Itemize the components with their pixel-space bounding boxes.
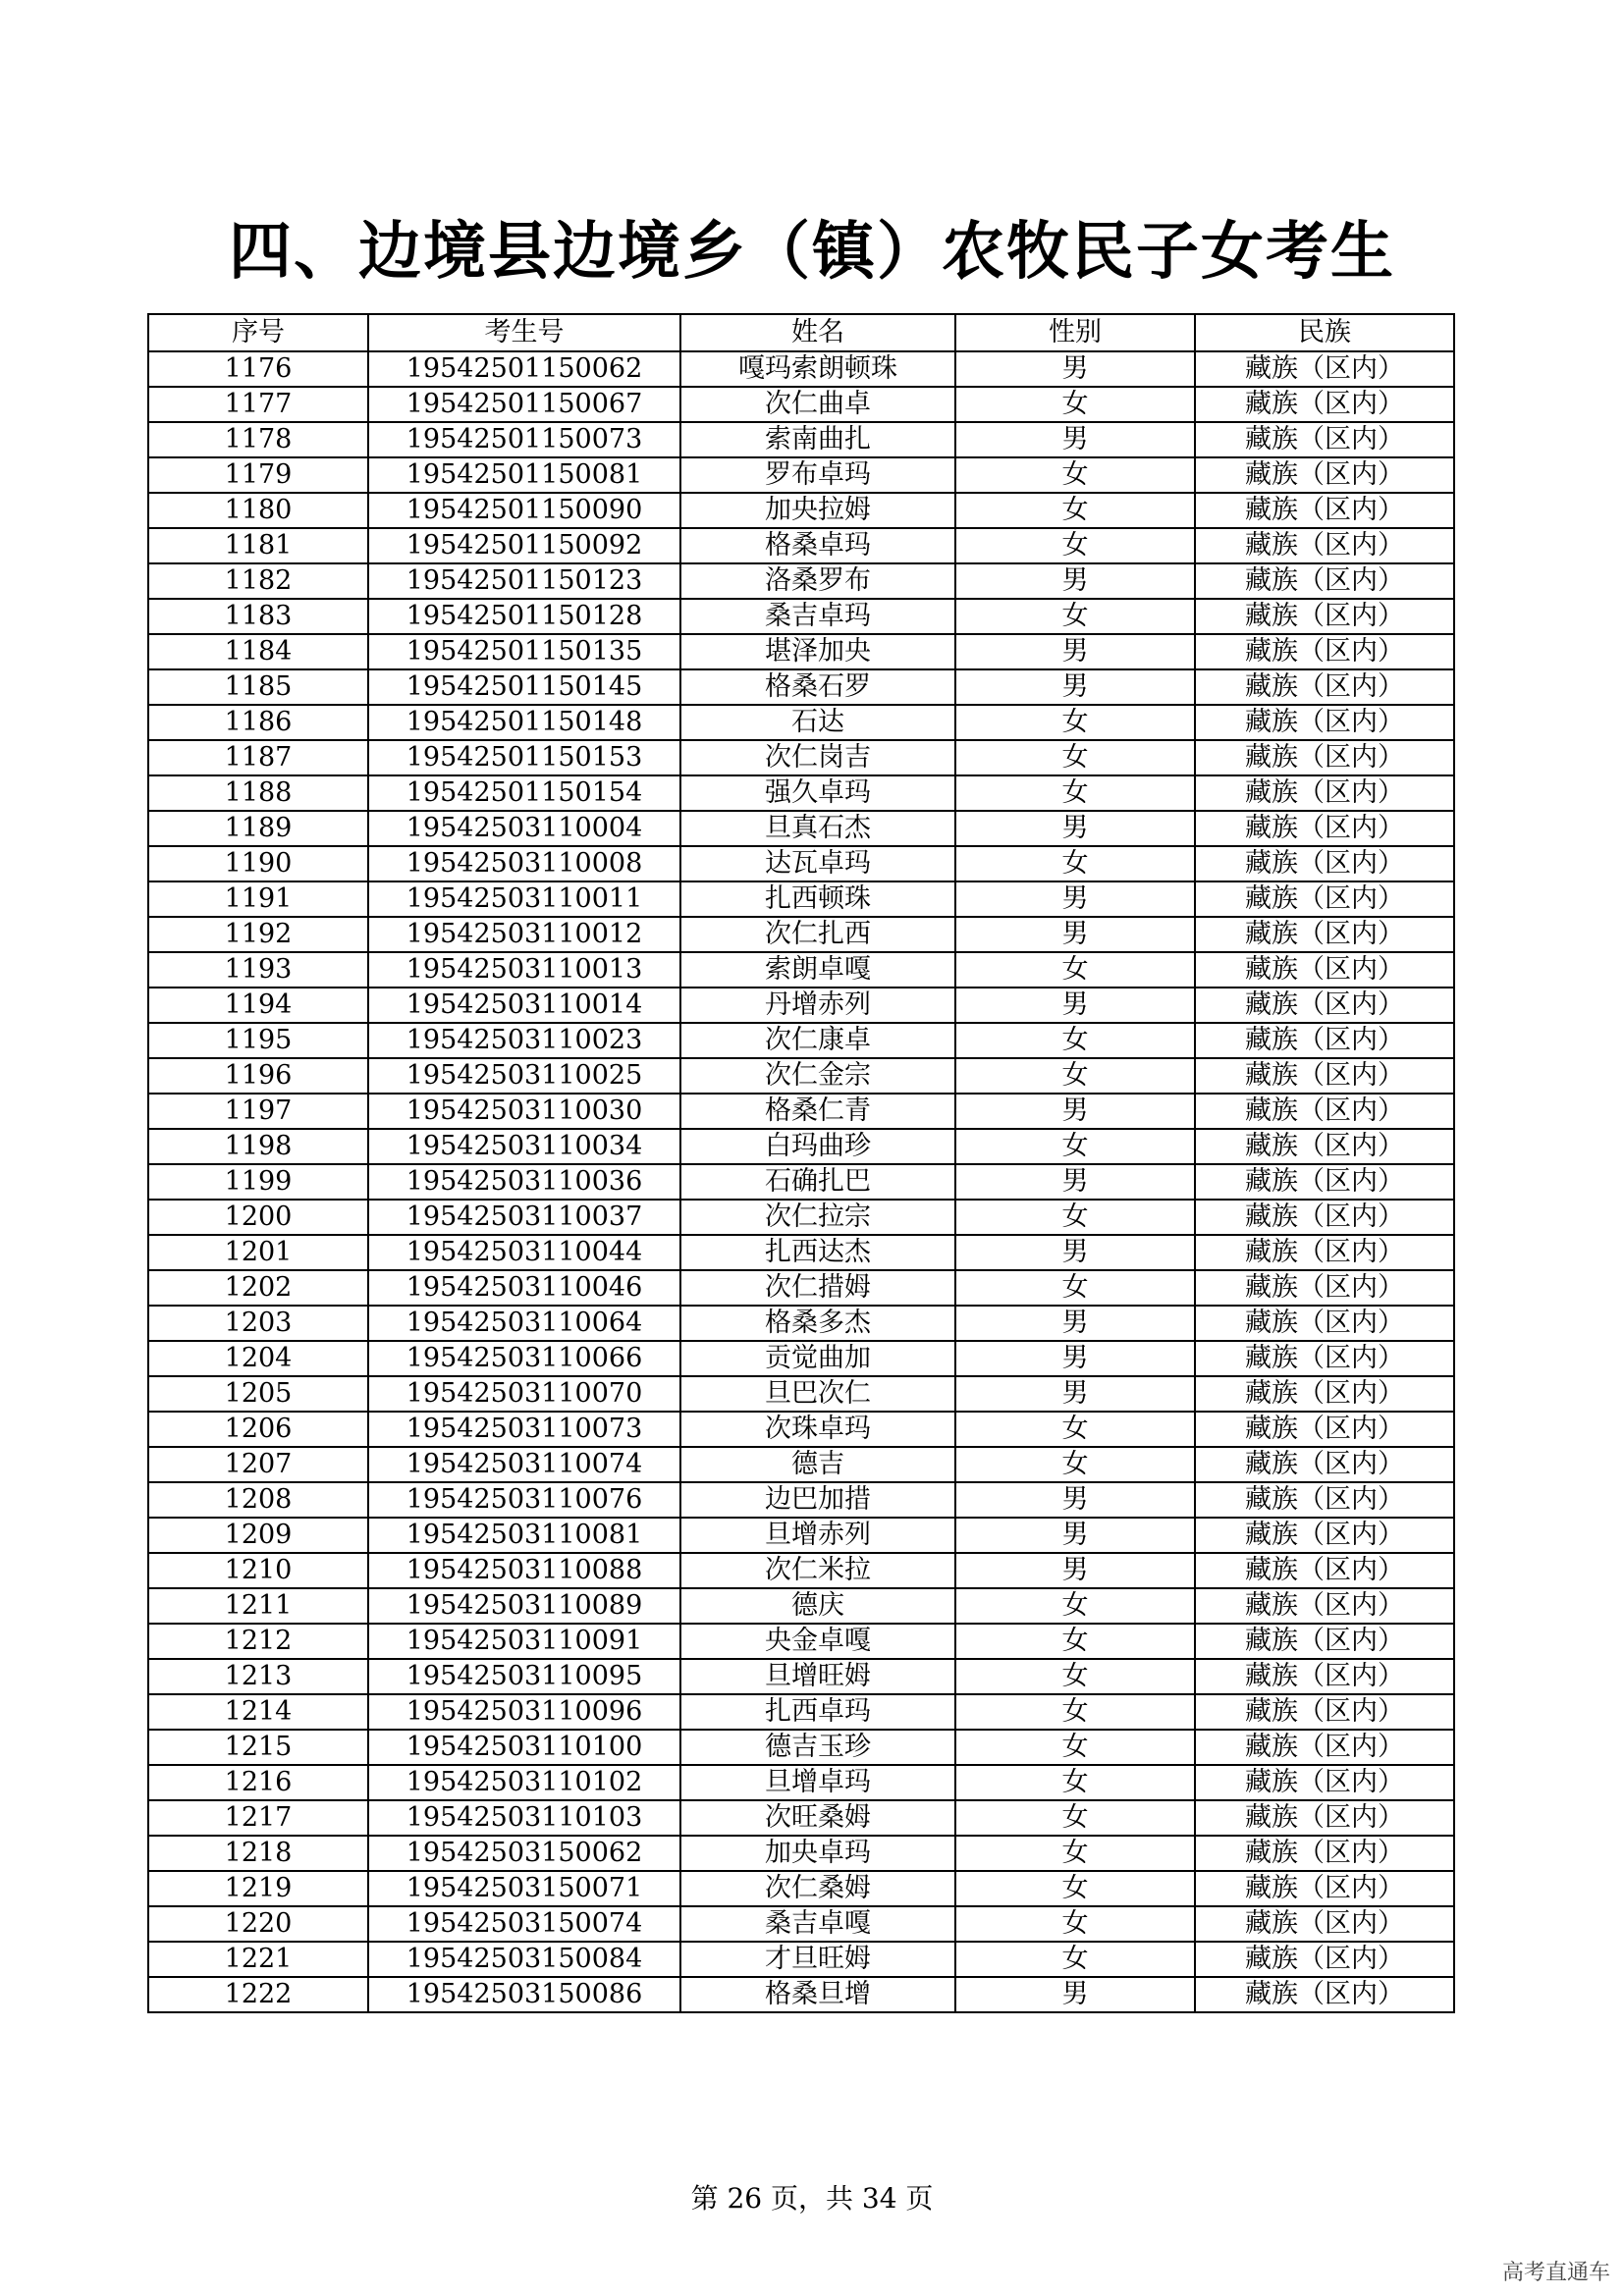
cell-name: 旦增卓玛 xyxy=(680,1765,955,1800)
cell-gender: 女 xyxy=(955,528,1195,563)
cell-name: 格桑旦增 xyxy=(680,1977,955,2012)
cell-name: 次仁岗吉 xyxy=(680,740,955,775)
table-row xyxy=(148,705,1454,740)
cell-gender: 男 xyxy=(955,1376,1195,1412)
cell-ethnicity: 藏族（区内） xyxy=(1195,1553,1454,1588)
cell-index: 1176 xyxy=(148,351,368,387)
cell-index: 1177 xyxy=(148,387,368,422)
table-row xyxy=(148,1977,1454,2012)
cell-gender: 男 xyxy=(955,563,1195,599)
cell-exam-number: 19542503110095 xyxy=(368,1659,680,1694)
cell-index: 1212 xyxy=(148,1624,368,1659)
header-exam-number: 考生号 xyxy=(368,314,680,351)
cell-gender: 女 xyxy=(955,1412,1195,1447)
cell-ethnicity: 藏族（区内） xyxy=(1195,422,1454,457)
cell-index: 1197 xyxy=(148,1094,368,1129)
cell-index: 1213 xyxy=(148,1659,368,1694)
table-row xyxy=(148,1730,1454,1765)
cell-index: 1182 xyxy=(148,563,368,599)
cell-index: 1196 xyxy=(148,1058,368,1094)
table-row xyxy=(148,1624,1454,1659)
cell-ethnicity: 藏族（区内） xyxy=(1195,1058,1454,1094)
table-row xyxy=(148,634,1454,669)
cell-exam-number: 19542503150084 xyxy=(368,1942,680,1977)
cell-ethnicity: 藏族（区内） xyxy=(1195,1129,1454,1164)
cell-index: 1189 xyxy=(148,811,368,846)
cell-index: 1181 xyxy=(148,528,368,563)
cell-index: 1217 xyxy=(148,1800,368,1836)
table-row xyxy=(148,1306,1454,1341)
cell-gender: 女 xyxy=(955,1765,1195,1800)
cell-gender: 女 xyxy=(955,1906,1195,1942)
cell-index: 1206 xyxy=(148,1412,368,1447)
cell-index: 1187 xyxy=(148,740,368,775)
cell-gender: 男 xyxy=(955,1235,1195,1270)
cell-index: 1200 xyxy=(148,1200,368,1235)
cell-gender: 女 xyxy=(955,1659,1195,1694)
cell-name: 堪泽加央 xyxy=(680,634,955,669)
table-row xyxy=(148,563,1454,599)
cell-gender: 女 xyxy=(955,952,1195,988)
cell-gender: 男 xyxy=(955,669,1195,705)
cell-gender: 男 xyxy=(955,634,1195,669)
table-row xyxy=(148,1341,1454,1376)
cell-ethnicity: 藏族（区内） xyxy=(1195,457,1454,493)
cell-name: 才旦旺姆 xyxy=(680,1942,955,1977)
cell-exam-number: 19542503110102 xyxy=(368,1765,680,1800)
cell-ethnicity: 藏族（区内） xyxy=(1195,528,1454,563)
cell-exam-number: 19542503110064 xyxy=(368,1306,680,1341)
cell-ethnicity: 藏族（区内） xyxy=(1195,705,1454,740)
cell-ethnicity: 藏族（区内） xyxy=(1195,952,1454,988)
cell-name: 旦真石杰 xyxy=(680,811,955,846)
cell-gender: 男 xyxy=(955,988,1195,1023)
cell-ethnicity: 藏族（区内） xyxy=(1195,1942,1454,1977)
cell-name: 桑吉卓玛 xyxy=(680,599,955,634)
table-row xyxy=(148,1058,1454,1094)
table-row xyxy=(148,1836,1454,1871)
cell-gender: 女 xyxy=(955,457,1195,493)
cell-exam-number: 19542503110103 xyxy=(368,1800,680,1836)
table-row xyxy=(148,952,1454,988)
cell-ethnicity: 藏族（区内） xyxy=(1195,669,1454,705)
cell-index: 1184 xyxy=(148,634,368,669)
cell-gender: 女 xyxy=(955,846,1195,881)
cell-exam-number: 19542501150067 xyxy=(368,387,680,422)
table-row xyxy=(148,599,1454,634)
cell-ethnicity: 藏族（区内） xyxy=(1195,1164,1454,1200)
cell-name: 索南曲扎 xyxy=(680,422,955,457)
cell-index: 1198 xyxy=(148,1129,368,1164)
table-row xyxy=(148,1871,1454,1906)
cell-name: 达瓦卓玛 xyxy=(680,846,955,881)
cell-name: 次仁金宗 xyxy=(680,1058,955,1094)
cell-gender: 女 xyxy=(955,705,1195,740)
table-row xyxy=(148,881,1454,917)
cell-gender: 女 xyxy=(955,387,1195,422)
cell-index: 1178 xyxy=(148,422,368,457)
cell-name: 格桑卓玛 xyxy=(680,528,955,563)
cell-name: 罗布卓玛 xyxy=(680,457,955,493)
table-row xyxy=(148,457,1454,493)
cell-exam-number: 19542503110081 xyxy=(368,1518,680,1553)
cell-gender: 女 xyxy=(955,1624,1195,1659)
cell-name: 加央卓玛 xyxy=(680,1836,955,1871)
cell-ethnicity: 藏族（区内） xyxy=(1195,1200,1454,1235)
cell-index: 1199 xyxy=(148,1164,368,1200)
cell-exam-number: 19542503150071 xyxy=(368,1871,680,1906)
cell-index: 1193 xyxy=(148,952,368,988)
cell-exam-number: 19542501150135 xyxy=(368,634,680,669)
cell-index: 1216 xyxy=(148,1765,368,1800)
table-row xyxy=(148,1659,1454,1694)
table-row xyxy=(148,1588,1454,1624)
cell-gender: 女 xyxy=(955,1200,1195,1235)
cell-index: 1185 xyxy=(148,669,368,705)
cell-gender: 女 xyxy=(955,1800,1195,1836)
cell-gender: 男 xyxy=(955,1164,1195,1200)
cell-name: 德吉玉珍 xyxy=(680,1730,955,1765)
cell-name: 格桑多杰 xyxy=(680,1306,955,1341)
cell-index: 1205 xyxy=(148,1376,368,1412)
table-row xyxy=(148,528,1454,563)
cell-index: 1203 xyxy=(148,1306,368,1341)
cell-name: 白玛曲珍 xyxy=(680,1129,955,1164)
header-ethnicity: 民族 xyxy=(1195,314,1454,351)
cell-gender: 女 xyxy=(955,1836,1195,1871)
cell-index: 1188 xyxy=(148,775,368,811)
table-row xyxy=(148,1447,1454,1482)
cell-exam-number: 19542503110008 xyxy=(368,846,680,881)
cell-gender: 男 xyxy=(955,1306,1195,1341)
cell-index: 1192 xyxy=(148,917,368,952)
cell-index: 1215 xyxy=(148,1730,368,1765)
table-row xyxy=(148,1235,1454,1270)
cell-index: 1202 xyxy=(148,1270,368,1306)
cell-name: 嘎玛索朗顿珠 xyxy=(680,351,955,387)
cell-exam-number: 19542503110074 xyxy=(368,1447,680,1482)
cell-ethnicity: 藏族（区内） xyxy=(1195,811,1454,846)
cell-exam-number: 19542503110091 xyxy=(368,1624,680,1659)
cell-index: 1180 xyxy=(148,493,368,528)
table-row xyxy=(148,1376,1454,1412)
cell-ethnicity: 藏族（区内） xyxy=(1195,1588,1454,1624)
cell-name: 格桑石罗 xyxy=(680,669,955,705)
cell-gender: 女 xyxy=(955,1730,1195,1765)
table-row xyxy=(148,846,1454,881)
cell-gender: 女 xyxy=(955,1588,1195,1624)
cell-ethnicity: 藏族（区内） xyxy=(1195,1270,1454,1306)
cell-gender: 女 xyxy=(955,493,1195,528)
cell-gender: 女 xyxy=(955,599,1195,634)
cell-name: 石达 xyxy=(680,705,955,740)
cell-ethnicity: 藏族（区内） xyxy=(1195,1694,1454,1730)
cell-exam-number: 19542503110066 xyxy=(368,1341,680,1376)
cell-gender: 女 xyxy=(955,1023,1195,1058)
cell-exam-number: 19542503110044 xyxy=(368,1235,680,1270)
cell-index: 1204 xyxy=(148,1341,368,1376)
table-row xyxy=(148,988,1454,1023)
cell-index: 1186 xyxy=(148,705,368,740)
cell-name: 次仁康卓 xyxy=(680,1023,955,1058)
cell-name: 旦增旺姆 xyxy=(680,1659,955,1694)
cell-name: 索朗卓嘎 xyxy=(680,952,955,988)
cell-gender: 女 xyxy=(955,1447,1195,1482)
cell-gender: 男 xyxy=(955,1553,1195,1588)
cell-exam-number: 19542501150092 xyxy=(368,528,680,563)
cell-exam-number: 19542503110100 xyxy=(368,1730,680,1765)
cell-ethnicity: 藏族（区内） xyxy=(1195,917,1454,952)
cell-gender: 女 xyxy=(955,1871,1195,1906)
cell-index: 1179 xyxy=(148,457,368,493)
cell-name: 德庆 xyxy=(680,1588,955,1624)
cell-name: 旦增赤列 xyxy=(680,1518,955,1553)
cell-exam-number: 19542503110014 xyxy=(368,988,680,1023)
cell-exam-number: 19542501150128 xyxy=(368,599,680,634)
table-row xyxy=(148,1942,1454,1977)
cell-ethnicity: 藏族（区内） xyxy=(1195,1659,1454,1694)
cell-name: 扎西卓玛 xyxy=(680,1694,955,1730)
cell-index: 1195 xyxy=(148,1023,368,1058)
table-row xyxy=(148,775,1454,811)
cell-index: 1210 xyxy=(148,1553,368,1588)
cell-gender: 男 xyxy=(955,1518,1195,1553)
cell-ethnicity: 藏族（区内） xyxy=(1195,1447,1454,1482)
cell-ethnicity: 藏族（区内） xyxy=(1195,1977,1454,2012)
table-row xyxy=(148,1800,1454,1836)
cell-ethnicity: 藏族（区内） xyxy=(1195,740,1454,775)
cell-index: 1209 xyxy=(148,1518,368,1553)
cell-gender: 男 xyxy=(955,1341,1195,1376)
cell-exam-number: 19542503110037 xyxy=(368,1200,680,1235)
table-row xyxy=(148,351,1454,387)
table-row xyxy=(148,1094,1454,1129)
cell-name: 次仁拉宗 xyxy=(680,1200,955,1235)
cell-gender: 男 xyxy=(955,351,1195,387)
cell-ethnicity: 藏族（区内） xyxy=(1195,1871,1454,1906)
cell-gender: 男 xyxy=(955,917,1195,952)
cell-gender: 女 xyxy=(955,1058,1195,1094)
table-row xyxy=(148,422,1454,457)
cell-gender: 女 xyxy=(955,740,1195,775)
table-row xyxy=(148,669,1454,705)
cell-exam-number: 19542501150081 xyxy=(368,457,680,493)
cell-name: 次旺桑姆 xyxy=(680,1800,955,1836)
cell-ethnicity: 藏族（区内） xyxy=(1195,493,1454,528)
cell-exam-number: 19542501150073 xyxy=(368,422,680,457)
cell-name: 洛桑罗布 xyxy=(680,563,955,599)
cell-index: 1220 xyxy=(148,1906,368,1942)
cell-exam-number: 19542503110004 xyxy=(368,811,680,846)
cell-ethnicity: 藏族（区内） xyxy=(1195,599,1454,634)
table-row xyxy=(148,1765,1454,1800)
cell-gender: 男 xyxy=(955,1977,1195,2012)
cell-exam-number: 19542503110076 xyxy=(368,1482,680,1518)
cell-ethnicity: 藏族（区内） xyxy=(1195,1412,1454,1447)
cell-index: 1183 xyxy=(148,599,368,634)
cell-exam-number: 19542503110089 xyxy=(368,1588,680,1624)
cell-gender: 男 xyxy=(955,1482,1195,1518)
cell-gender: 女 xyxy=(955,1694,1195,1730)
cell-name: 次仁桑姆 xyxy=(680,1871,955,1906)
cell-index: 1218 xyxy=(148,1836,368,1871)
cell-name: 扎西达杰 xyxy=(680,1235,955,1270)
cell-index: 1208 xyxy=(148,1482,368,1518)
cell-ethnicity: 藏族（区内） xyxy=(1195,1800,1454,1836)
table-row xyxy=(148,1164,1454,1200)
table-row xyxy=(148,1694,1454,1730)
cell-ethnicity: 藏族（区内） xyxy=(1195,1624,1454,1659)
cell-exam-number: 19542503110088 xyxy=(368,1553,680,1588)
cell-index: 1214 xyxy=(148,1694,368,1730)
watermark: 高考直通车 xyxy=(1501,2261,1610,2285)
cell-index: 1219 xyxy=(148,1871,368,1906)
cell-name: 次珠卓玛 xyxy=(680,1412,955,1447)
cell-exam-number: 19542503150074 xyxy=(368,1906,680,1942)
cell-exam-number: 19542501150123 xyxy=(368,563,680,599)
table-row xyxy=(148,1518,1454,1553)
cell-name: 扎西顿珠 xyxy=(680,881,955,917)
header-gender: 性别 xyxy=(955,314,1195,351)
cell-exam-number: 19542503150062 xyxy=(368,1836,680,1871)
cell-name: 央金卓嘎 xyxy=(680,1624,955,1659)
table-row xyxy=(148,1553,1454,1588)
page-footer: 第 26 页，共 34 页 xyxy=(690,2182,934,2215)
cell-name: 德吉 xyxy=(680,1447,955,1482)
table-row xyxy=(148,1906,1454,1942)
cell-exam-number: 19542501150145 xyxy=(368,669,680,705)
cell-name: 强久卓玛 xyxy=(680,775,955,811)
table-row xyxy=(148,1129,1454,1164)
cell-ethnicity: 藏族（区内） xyxy=(1195,1376,1454,1412)
cell-ethnicity: 藏族（区内） xyxy=(1195,1836,1454,1871)
cell-ethnicity: 藏族（区内） xyxy=(1195,1306,1454,1341)
cell-exam-number: 19542503110073 xyxy=(368,1412,680,1447)
table-body xyxy=(148,351,1454,2012)
cell-ethnicity: 藏族（区内） xyxy=(1195,634,1454,669)
cell-ethnicity: 藏族（区内） xyxy=(1195,387,1454,422)
cell-ethnicity: 藏族（区内） xyxy=(1195,1518,1454,1553)
cell-exam-number: 19542503110011 xyxy=(368,881,680,917)
table-row xyxy=(148,1270,1454,1306)
cell-index: 1191 xyxy=(148,881,368,917)
cell-ethnicity: 藏族（区内） xyxy=(1195,775,1454,811)
cell-index: 1222 xyxy=(148,1977,368,2012)
cell-name: 格桑仁青 xyxy=(680,1094,955,1129)
candidate-table xyxy=(147,313,1455,2013)
cell-exam-number: 19542501150090 xyxy=(368,493,680,528)
cell-name: 边巴加措 xyxy=(680,1482,955,1518)
cell-exam-number: 19542503110023 xyxy=(368,1023,680,1058)
cell-index: 1190 xyxy=(148,846,368,881)
table-row xyxy=(148,1200,1454,1235)
cell-name: 次仁米拉 xyxy=(680,1553,955,1588)
cell-exam-number: 19542503110034 xyxy=(368,1129,680,1164)
cell-ethnicity: 藏族（区内） xyxy=(1195,1023,1454,1058)
table-header-row xyxy=(148,314,1454,351)
cell-exam-number: 19542503150086 xyxy=(368,1977,680,2012)
cell-name: 丹增赤列 xyxy=(680,988,955,1023)
cell-exam-number: 19542503110046 xyxy=(368,1270,680,1306)
cell-gender: 女 xyxy=(955,1270,1195,1306)
cell-index: 1221 xyxy=(148,1942,368,1977)
table-row xyxy=(148,387,1454,422)
table-row xyxy=(148,493,1454,528)
cell-ethnicity: 藏族（区内） xyxy=(1195,846,1454,881)
table-row xyxy=(148,917,1454,952)
cell-index: 1207 xyxy=(148,1447,368,1482)
cell-ethnicity: 藏族（区内） xyxy=(1195,1341,1454,1376)
cell-exam-number: 19542501150062 xyxy=(368,351,680,387)
cell-exam-number: 19542503110012 xyxy=(368,917,680,952)
cell-ethnicity: 藏族（区内） xyxy=(1195,1765,1454,1800)
cell-ethnicity: 藏族（区内） xyxy=(1195,1482,1454,1518)
cell-gender: 男 xyxy=(955,422,1195,457)
cell-ethnicity: 藏族（区内） xyxy=(1195,1094,1454,1129)
cell-exam-number: 19542501150154 xyxy=(368,775,680,811)
cell-ethnicity: 藏族（区内） xyxy=(1195,1730,1454,1765)
cell-gender: 女 xyxy=(955,775,1195,811)
cell-exam-number: 19542503110013 xyxy=(368,952,680,988)
table-row xyxy=(148,811,1454,846)
cell-exam-number: 19542503110096 xyxy=(368,1694,680,1730)
cell-gender: 女 xyxy=(955,1942,1195,1977)
cell-name: 桑吉卓嘎 xyxy=(680,1906,955,1942)
cell-name: 旦巴次仁 xyxy=(680,1376,955,1412)
cell-gender: 女 xyxy=(955,1129,1195,1164)
cell-name: 加央拉姆 xyxy=(680,493,955,528)
cell-exam-number: 19542501150153 xyxy=(368,740,680,775)
cell-ethnicity: 藏族（区内） xyxy=(1195,988,1454,1023)
cell-exam-number: 19542503110025 xyxy=(368,1058,680,1094)
cell-name: 贡觉曲加 xyxy=(680,1341,955,1376)
table-row xyxy=(148,1482,1454,1518)
cell-name: 次仁措姆 xyxy=(680,1270,955,1306)
cell-ethnicity: 藏族（区内） xyxy=(1195,881,1454,917)
cell-ethnicity: 藏族（区内） xyxy=(1195,1235,1454,1270)
cell-index: 1201 xyxy=(148,1235,368,1270)
cell-name: 次仁扎西 xyxy=(680,917,955,952)
cell-exam-number: 19542503110036 xyxy=(368,1164,680,1200)
cell-index: 1194 xyxy=(148,988,368,1023)
cell-ethnicity: 藏族（区内） xyxy=(1195,1906,1454,1942)
table-row xyxy=(148,740,1454,775)
page-title: 四、边境县边境乡（镇）农牧民子女考生 xyxy=(229,215,1395,289)
cell-gender: 男 xyxy=(955,1094,1195,1129)
cell-gender: 男 xyxy=(955,881,1195,917)
cell-name: 次仁曲卓 xyxy=(680,387,955,422)
header-index: 序号 xyxy=(148,314,368,351)
cell-name: 石确扎巴 xyxy=(680,1164,955,1200)
cell-exam-number: 19542503110030 xyxy=(368,1094,680,1129)
table-row xyxy=(148,1023,1454,1058)
cell-exam-number: 19542501150148 xyxy=(368,705,680,740)
cell-gender: 男 xyxy=(955,811,1195,846)
header-name: 姓名 xyxy=(680,314,955,351)
cell-index: 1211 xyxy=(148,1588,368,1624)
table-row xyxy=(148,1412,1454,1447)
cell-exam-number: 19542503110070 xyxy=(368,1376,680,1412)
cell-ethnicity: 藏族（区内） xyxy=(1195,563,1454,599)
cell-ethnicity: 藏族（区内） xyxy=(1195,351,1454,387)
